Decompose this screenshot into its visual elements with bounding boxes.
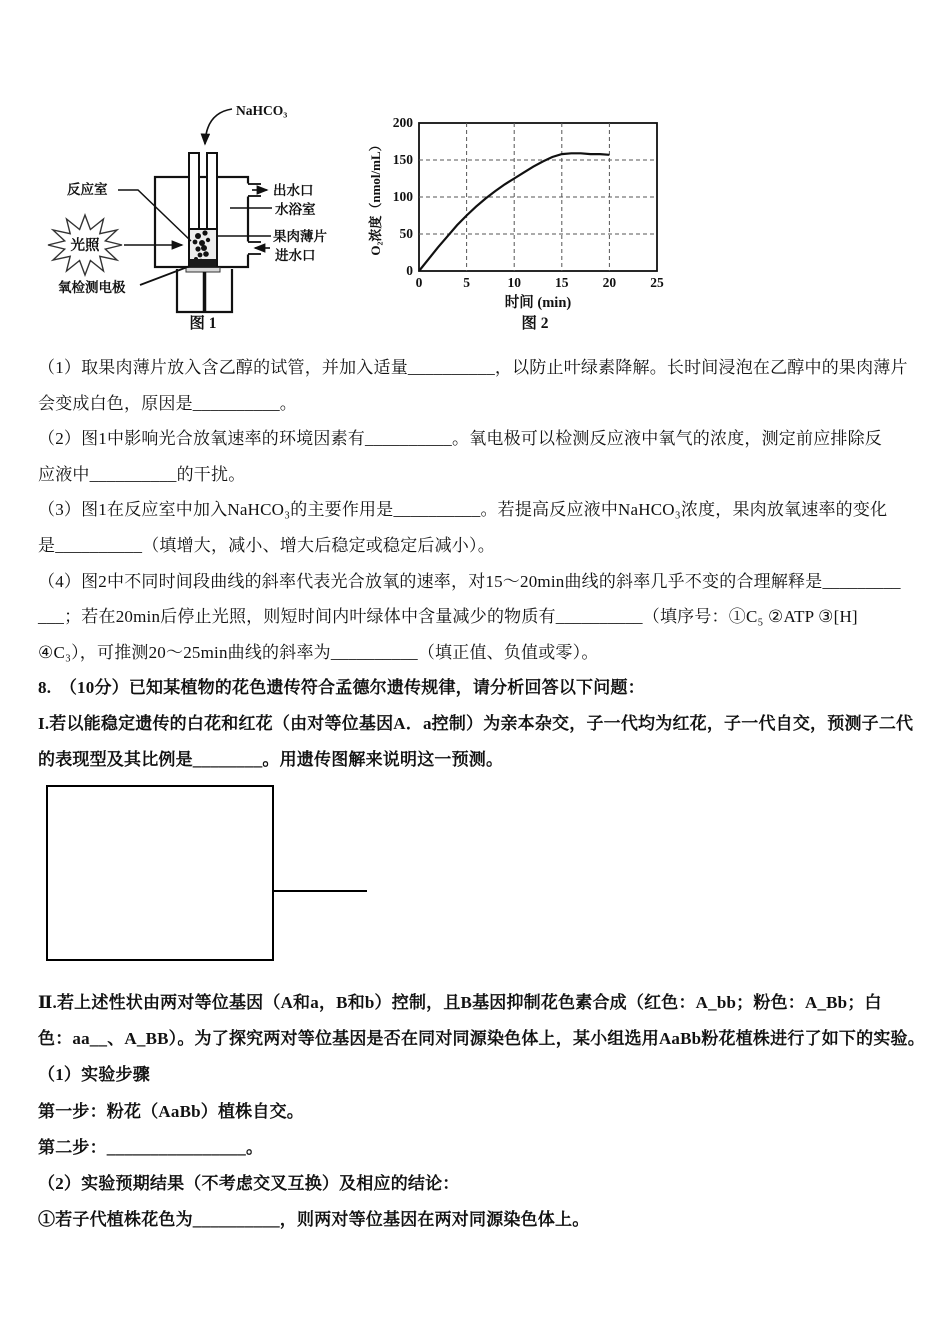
y-axis-label: O₂浓度（nmol/mL） — [368, 138, 383, 256]
text-line-q8-stem: 8. （10分）已知某植物的花色遗传符合孟德尔遗传规律，请分析回答以下问题： — [38, 678, 645, 698]
reaction-chamber-label: 反应室 — [67, 182, 108, 197]
answer-underline — [272, 890, 367, 892]
svg-text:5: 5 — [463, 275, 470, 290]
x-tick-labels — [416, 275, 664, 290]
text-line-q8-part1a: I.若以能稳定遗传的白花和红花（由对等位基因A．a控制）为亲本杂交，子一代均为红花，子一代自交，预测子二代 — [38, 713, 914, 733]
svg-text:0: 0 — [406, 263, 413, 278]
oxygen-electrode-pointer — [140, 266, 190, 285]
text-line-q8-step1: 第一步：粉花（AaBb）植株自交。 — [38, 1101, 304, 1121]
figure1-caption: 图 1 — [189, 315, 217, 332]
text-line-q7-4b: ___；若在20min后停止光照，则短时间内叶绿体中含量减少的物质有__________（填序号：①C₅ ②ATP ③[H] — [38, 607, 858, 627]
figure1-apparatus-diagram — [40, 95, 340, 335]
nahco3-label: NaHCO₃ — [236, 103, 288, 118]
oxygen-electrode-plate — [186, 268, 220, 273]
funnel-tube-right-wall — [207, 153, 217, 229]
text-line-q8-part1b: 的表现型及其比例是________。用遗传图解来说明这一预测。 — [38, 749, 504, 769]
svg-text:15: 15 — [555, 275, 569, 290]
outlet-opening — [245, 184, 253, 197]
question7-and-8-text-block — [38, 350, 943, 777]
text-line-q7-3b: 是__________（填增大，减小、增大后稳定或稳定后减小）。 — [38, 535, 495, 555]
figure2-caption: 图 2 — [521, 315, 549, 332]
svg-text:150: 150 — [392, 152, 413, 167]
question8-part2-text-block — [38, 985, 943, 1238]
text-line-q7-4c: ④C₃），可推测20～25min曲线的斜率为__________（填正值、负值或零）。 — [38, 642, 599, 662]
water-inlet-label: 进水口 — [275, 248, 316, 263]
text-line-q8-part2a: Ⅱ.若上述性状由两对等位基因（A和a，B和b）控制，且B基因抑制花色素合成（红色：A_bb；粉色：A_Bb；白 — [38, 993, 882, 1012]
text-line-q7-4a: （4）图2中不同时间段曲线的斜率代表光合放氧的速率，对15～20min曲线的斜率几乎不变的合理解释是_________ — [38, 571, 901, 591]
oxygen-electrode-block — [190, 259, 216, 267]
inlet-opening — [245, 242, 253, 255]
svg-text:200: 200 — [392, 115, 413, 130]
text-line-q7-2a: （2）图1中影响光合放氧速率的环境因素有__________。氧电极可以检测反应液中氧气的浓度，测定前应排除反 — [38, 429, 882, 449]
text-line-q8-step2: 第二步：________________。 — [38, 1137, 264, 1157]
water-outlet-label: 出水口 — [273, 183, 314, 198]
genetic-diagram-answer-box — [46, 785, 274, 961]
text-line-q7-2b: 应液中__________的干扰。 — [38, 464, 246, 484]
fruit-slices-label: 果肉薄片 — [273, 229, 327, 244]
figure2-o2-chart — [365, 115, 665, 335]
svg-text:50: 50 — [399, 226, 413, 241]
text-line-q8-conclusion1: ①若子代植株花色为__________，则两对等位基因在两对同源染色体上。 — [38, 1210, 590, 1230]
oxygen-electrode-label: 氧检测电极 — [58, 280, 126, 295]
text-line-q8-part2b: 色：aa__、A_BB）。为了探究两对等位基因是否在同对同源染色体上，某小组选用AaBb粉花植株进行了如下的实验。 — [38, 1029, 925, 1049]
svg-text:0: 0 — [415, 275, 423, 290]
light-label: 光照 — [70, 238, 100, 254]
funnel-tube-left-wall — [189, 153, 199, 229]
water-bath-label: 水浴室 — [275, 202, 316, 217]
text-line-q7-1a: （1）取果肉薄片放入含乙醇的试管，并加入适量__________，以防止叶绿素降解。长时间浸泡在乙醇中的果肉薄片 — [38, 358, 908, 377]
text-line-q8-expected-title: （2）实验预期结果（不考虑交叉互换）及相应的结论： — [38, 1173, 460, 1193]
svg-text:100: 100 — [392, 189, 413, 204]
text-line-q7-1b: 会变成白色，原因是__________。 — [38, 393, 297, 413]
text-line-q7-3a: （3）图1在反应室中加入NaHCO₃的主要作用是__________。若提高反应液中NaHCO₃浓度，果肉放氧速率的变化 — [38, 500, 888, 520]
text-line-q8-steps-title: （1）实验步骤 — [38, 1065, 150, 1085]
nahco3-arrow — [205, 109, 232, 144]
y-tick-labels — [393, 115, 414, 278]
svg-text:25: 25 — [650, 275, 664, 290]
x-axis-label: 时间 (min) — [504, 295, 572, 311]
svg-text:10: 10 — [507, 275, 521, 290]
svg-text:20: 20 — [602, 275, 617, 290]
